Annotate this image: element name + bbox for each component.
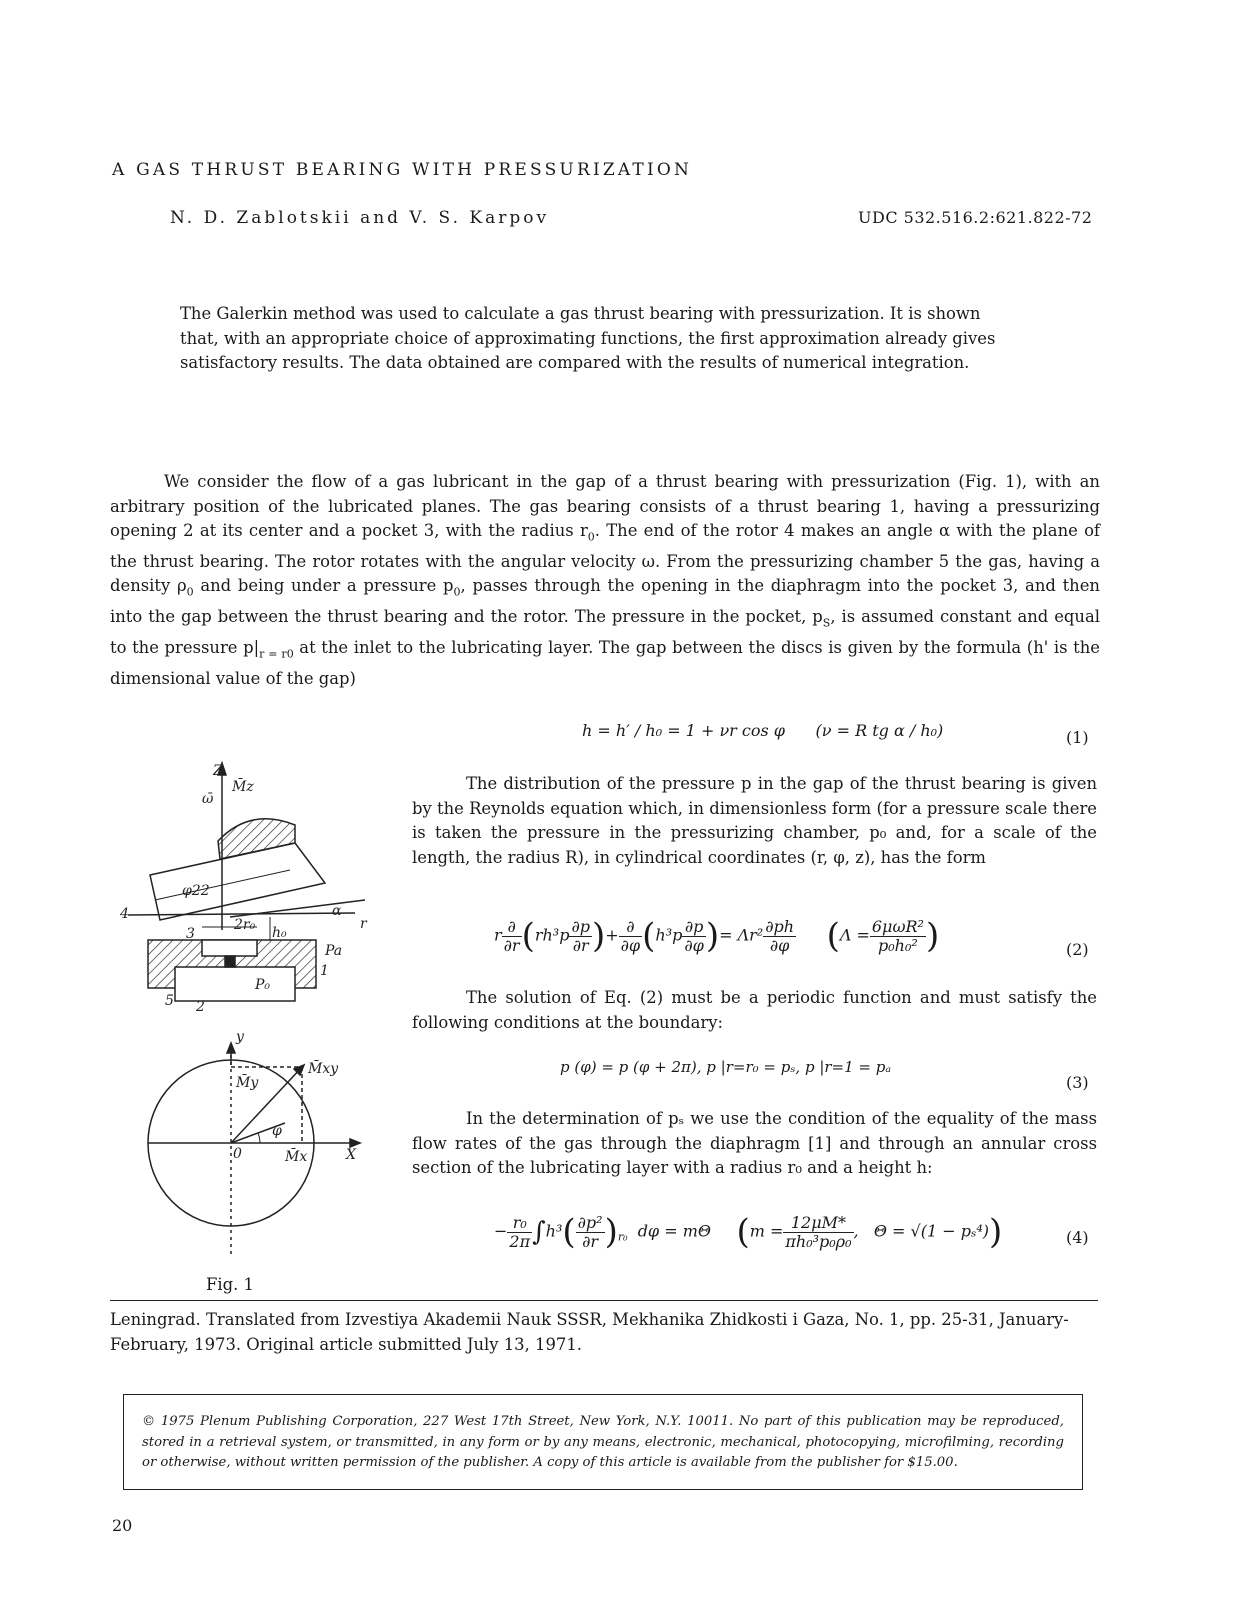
figure-caption: Fig. 1 xyxy=(206,1275,254,1294)
footnote: Leningrad. Translated from Izvestiya Akademii Nauk SSSR, Mekhanika Zhidkosti i Gaza, No. 1, pp. 25-31, January-February, 1973. Original article submitted July 13, 1971. xyxy=(110,1310,1069,1354)
label-2r0: 2r₀ xyxy=(234,917,256,933)
equation-1: h = h′ / h₀ = 1 + νr cos φ (ν = R tg α / h₀) xyxy=(582,721,944,740)
paragraph-mass-flow: In the determination of pₛ we use the condition of the equality of the mass flow rates of the gas through the diaphragm [1] and through an annular cross section of the lubricating layer with a radius r₀ and a height h: xyxy=(412,1109,1097,1177)
label-origin: 0 xyxy=(233,1146,242,1162)
copyright-notice: © 1975 Plenum Publishing Corporation, 227 West 17th Street, New York, N.Y. 10011. No part of this publication may be reproduced, stored in a retrieval system, or transmitted, in any form or by any means, electronic, mechanical, photocopying, microfilming, recording or otherwise, without written permission of the publisher. A copy of this article is available from the publisher for $15.00. xyxy=(142,1414,1064,1470)
label-alpha: α xyxy=(332,903,342,919)
equation-2-number: (2) xyxy=(1066,940,1089,959)
x-axis-arrow xyxy=(350,1139,360,1147)
paragraph-reynolds: The distribution of the pressure p in the gap of the thrust bearing is given by the Reynolds equation which, in dimensionless form (for a pressure scale there is taken the pressure in the pressurizing chamber, p₀ and, for a scale of the length, the radius R), in cylindrical coordinates (r, φ, z), has the form xyxy=(412,774,1097,867)
label-mxy: M̄xy xyxy=(308,1061,339,1077)
label-phi: φ xyxy=(272,1123,282,1139)
abstract: The Galerkin method was used to calculate a gas thrust bearing with pressurization. It is shown that, with an appropriate choice of approximating functions, the first approximation already gives satisfactory results. The data obtained are compared with the results of numerical integration. xyxy=(180,304,996,372)
label-p0: P₀ xyxy=(255,977,271,993)
rotor-hatched-section xyxy=(218,819,295,859)
udc-code: UDC 532.516.2:621.822-72 xyxy=(858,208,1093,227)
equation-3-number: (3) xyxy=(1066,1073,1089,1092)
equation-3: p (φ) = p (φ + 2π), p |r=r₀ = pₛ, p |r=1 = pₐ xyxy=(560,1058,891,1076)
label-2: 2 xyxy=(196,999,205,1015)
label-omega: ω̄ xyxy=(202,791,214,807)
label-mz: M̄z xyxy=(232,779,254,795)
label-y: y xyxy=(236,1029,244,1045)
authors: N. D. Zablotskii and V. S. Karpov xyxy=(170,208,550,228)
label-h0: h₀ xyxy=(272,925,287,941)
equation-4-number: (4) xyxy=(1066,1228,1089,1247)
label-phi22: φ22 xyxy=(182,883,210,899)
label-z: Z xyxy=(213,763,223,779)
label-x: X xyxy=(346,1147,356,1163)
label-4: 4 xyxy=(120,906,129,922)
footnote-rule xyxy=(110,1300,1098,1301)
intro-paragraph: We consider the flow of a gas lubricant in the gap of a thrust bearing with pressurization (Fig. 1), with an arbitrary position of the lubricated planes. The gas bearing consists of a thrust bearing 1, having a pressurizing opening 2 at its center and a pocket 3, with the radius $r_0$. The end of the rotor 4 makes an angle α with the plane of the thrust bearing. The rotor rotates with the angular velocity ω. From the pressurizing chamber 5 the gas, having a density $\rho_0$ and being under a pressure $p_0$, passes through the opening in the diaphragm into the pocket 3, and then into the gap between the thrust bearing and the rotor. The pressure in the pocket, $p_S$, is assumed constant and equal to the pressure $p|_{r = r0}$ at the inlet to the lubricating layer. The gap between the discs is given by the formula (h' is the dimensional value of the gap) xyxy=(110,472,1101,688)
paragraph-boundary: The solution of Eq. (2) must be a periodic function and must satisfy the following conditions at the boundary: xyxy=(412,988,1097,1032)
label-my: M̄y xyxy=(236,1075,259,1091)
figure-1 xyxy=(110,755,380,1270)
equation-1-number: (1) xyxy=(1066,728,1089,747)
pocket xyxy=(202,940,257,956)
paper-title: A GAS THRUST BEARING WITH PRESSURIZATION xyxy=(112,160,693,180)
page-number: 20 xyxy=(112,1516,133,1535)
pressurizing-chamber xyxy=(175,967,295,1001)
label-mx: M̄x xyxy=(285,1149,308,1165)
label-1: 1 xyxy=(320,963,329,979)
rotor-face-line xyxy=(230,900,365,917)
equation-2: r $\frac{\partial}{\partial r}$ (rh³p $\frac{\partial p}{\partial r}$ )+ $\frac{\partial}{\partial\varphi}$ (h³p $\frac{\partial p}{\partial\varphi}$ )= Λr² $\frac{\partial ph}{\partial\varphi}$ (Λ = $\frac{\text{6μωR²}}{\text{p₀h₀²}}$ ) xyxy=(494,916,940,956)
y-axis-arrow xyxy=(227,1043,235,1053)
label-pa: Pa xyxy=(325,943,343,959)
phi-arc xyxy=(258,1133,260,1143)
label-r: r xyxy=(360,916,367,932)
label-5: 5 xyxy=(165,993,174,1009)
equation-4: − $\frac{\text{r₀}}{2\pi}$ ∫h³( $\frac{\text{∂p²}}{\partial r}$ )$_{r_0}$ dφ = mΘ (m = $\frac{12\mu M*}{\text{πh₀³p₀ρ₀}}$ , Θ = √(1 − pₛ⁴)) xyxy=(494,1212,1003,1252)
label-3: 3 xyxy=(186,926,195,942)
diaphragm-opening xyxy=(225,956,235,967)
reference-line xyxy=(128,913,355,915)
